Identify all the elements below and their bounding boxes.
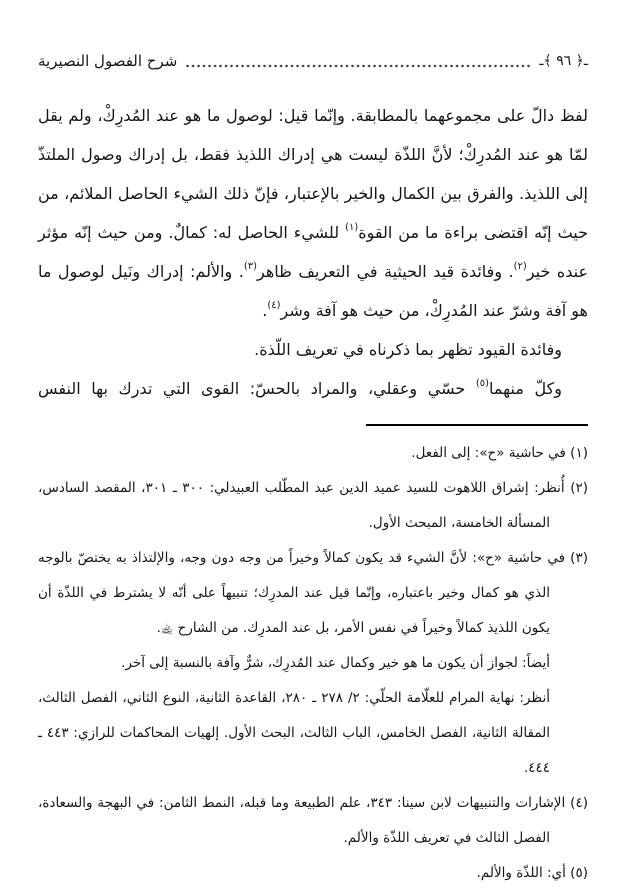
footnote-3-continuation: أنظر: نهاية المرام للعلّامة الحلّي: ٢/ ٢٧٨ ـ ٢٨٠، القاعدة الثانية، النوع الثاني، الفصل الثالث، المقالة الثانية، الفصل الخامس، الباب الثالث، البحث الأول. إلهيات المحاكمات للرازي: ٤٤٣ ـ ٤٤٤.: [38, 690, 551, 776]
footnote-3: [38, 541, 588, 646]
footnote-text: أُنظر: إشراق اللاهوت للسيد عميد الدين عبد المطّلب العبيدلي: ٣٠٠ ـ ٣٠١، المقصد السادس، المسألة الخامسة، المبحث الأول.: [38, 480, 565, 531]
footnote-number: (٢): [570, 480, 589, 496]
footnote-number: (١): [570, 445, 588, 461]
paragraph-3: وكلّ منهما$^{(٥)}$ حسّي وعقلي، والمراد بالحسّ: القوى التي تدرك بها النفس: [38, 377, 563, 398]
footnote-separator: [366, 424, 588, 426]
page-number: ـ﴿ ٩٦ ﴾ـ: [539, 53, 588, 69]
footnote-text: في حاشية «ح»: إلى الفعل.: [411, 445, 566, 461]
book-title: شرح الفصول النصيرية: [38, 52, 178, 70]
footnote-number: (٣): [570, 550, 588, 566]
footnote-4: [38, 786, 588, 856]
footnotes-section: [38, 436, 588, 891]
footnote-ref: (٢): [513, 260, 527, 272]
footnote-1: [38, 436, 588, 471]
footnote-text: في حاشية «ح»: لأنَّ الشيء قد يكون كمالاً وخيراً من وجه دون وجه، والإلتذاذ به يختصّ بالوجه الذي هو كمال وخير باعتباره، وإنّما قيل عند المدرِك؛ تنبيهاً على أنّه لا يشترط في اللذّة أن يكون اللذيذ كمالاً وخيراً في نفس الأمر، بل عند المدرِك. من الشارح ﵀.: [38, 550, 566, 636]
footnote-text: أي: اللذّة والألم.: [476, 865, 566, 881]
footnote-ref: (١): [345, 221, 359, 233]
footnote-number: (٤): [570, 795, 588, 811]
body-text: [38, 96, 588, 408]
footnote-2: [38, 471, 588, 541]
footnote-ref: (٥): [475, 377, 490, 389]
paragraph-1: لفظ دالّ على مجموعهما بالمطابقة. وإنّما قيل: لوصول ما هو عند المُدرِكْ، ولم يقل لمّا هو عند المُدرِكْ؛ لأنَّ اللذّة ليست هي إدراك اللذيذ فقط، بل إدراك وصول الملتذّ إلى اللذيذ. والفرق بين الكمال والخير بالإعتبار، فإنّ ذلك الشيء الحاصل الملائم، من حيث إنّه اقتضى براءة ما من القوة$^{(١)}$ للشيء الحاصل له: كمالٌ. ومن حيث إنّه مؤثر عنده خير$^{(٢)}$. وفائدة قيد الحيثية في التعريف ظاهر$^{(٣)}$. والألم: إدراك ونَيل لوصول ما هو آفة وشرّ عند المُدرِكْ، من حيث هو آفة وشر$^{(٤)}$.: [38, 106, 589, 320]
footnote-ref: (٣): [243, 260, 258, 272]
footnote-5: [38, 856, 588, 891]
footnote-number: (٥): [570, 865, 588, 881]
footnote-text: الإشارات والتنبيهات لابن سينا: ٣٤٣، علم الطبيعة وما قبله، النمط الثامن: في البهجة والسعادة، الفصل الثالث في تعريف اللذّة والألم.: [38, 795, 566, 846]
dotted-leader: [184, 64, 532, 68]
paragraph-2: وفائدة القيود تظهر بما ذكرناه في تعريف اللّذة.: [254, 340, 562, 359]
page-header: [38, 46, 588, 76]
footnote-3-continuation: أيضاً: لجواز أن يكون ما هو خير وكمال عند المُدرِك، شرٌّ وآفة بالنسبة إلى آخر.: [121, 655, 550, 671]
footnote-ref: (٤): [267, 299, 281, 311]
